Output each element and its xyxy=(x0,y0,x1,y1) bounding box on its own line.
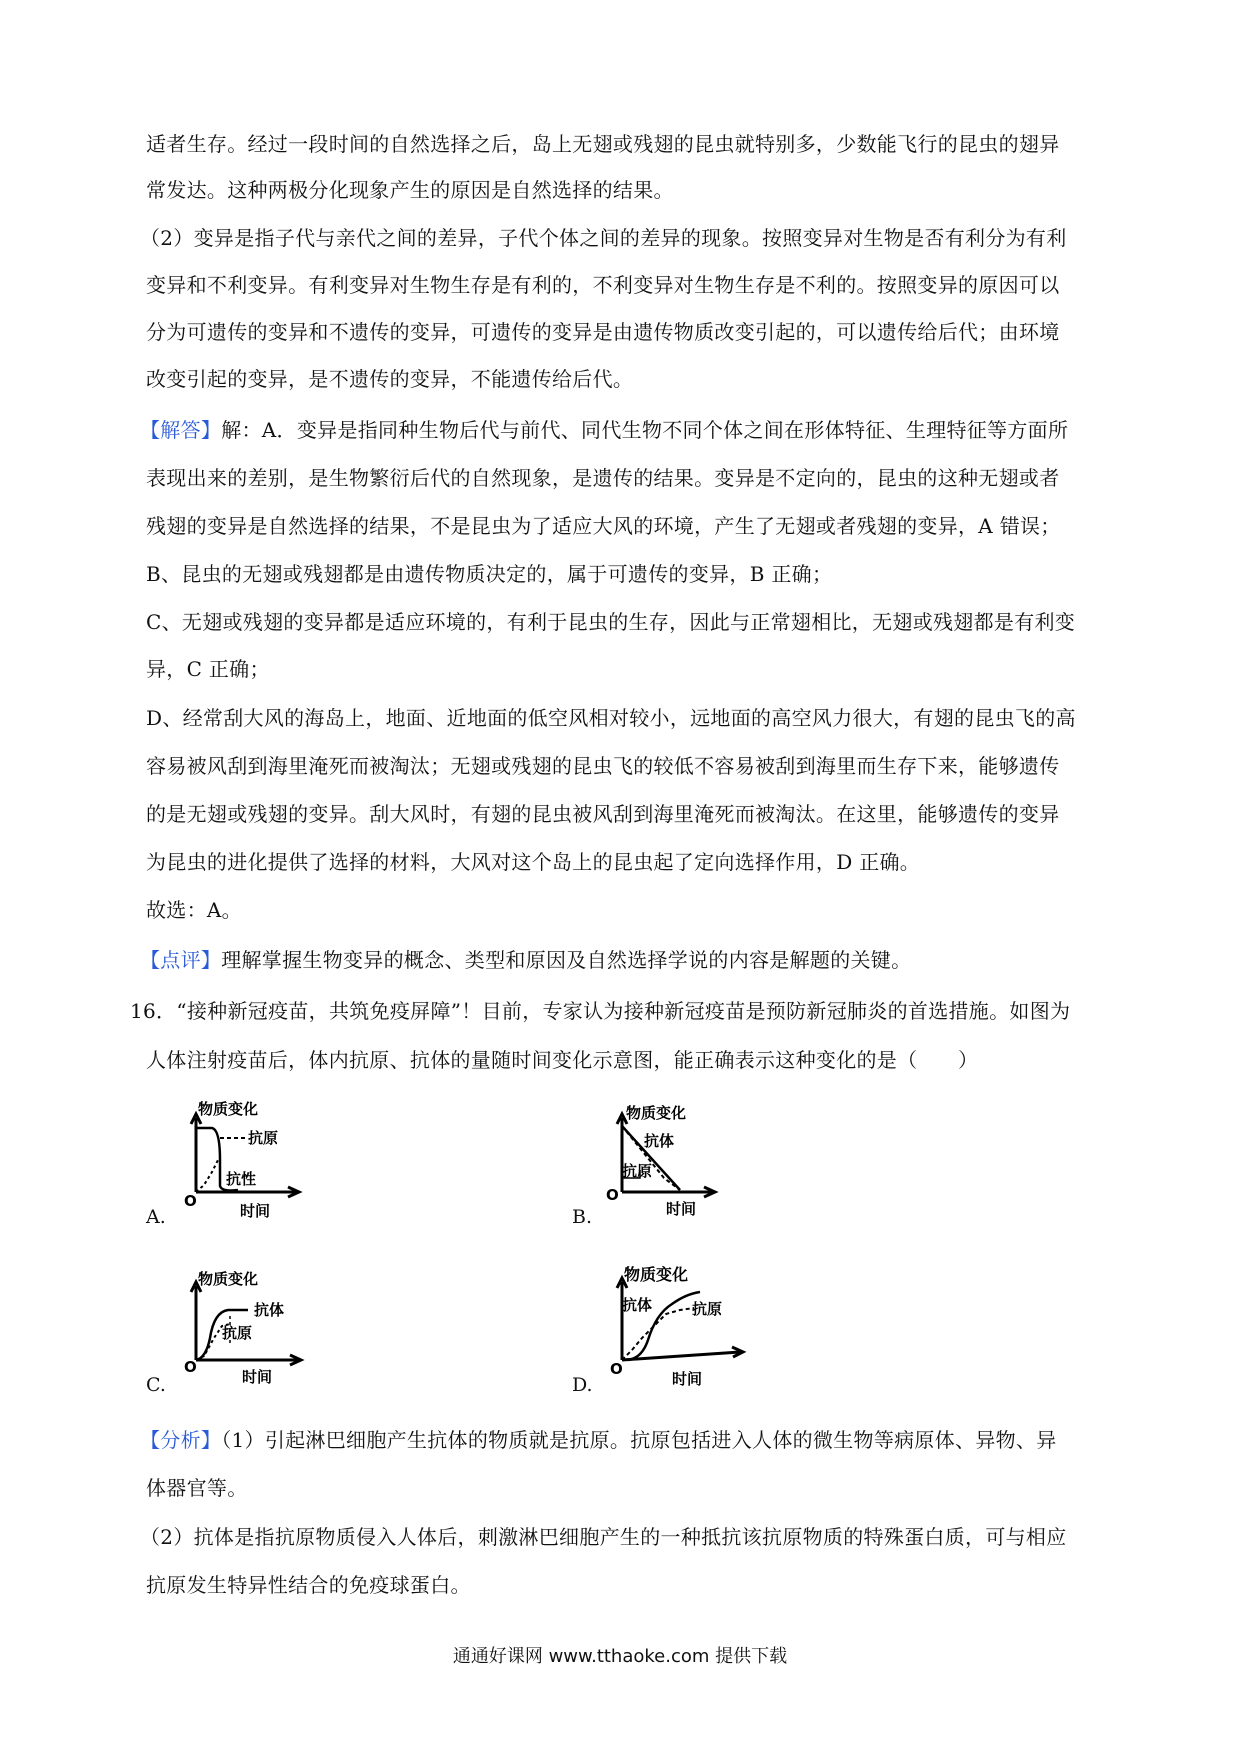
origin-label: O xyxy=(184,1358,197,1376)
paragraph-line: 变异和不利变异。有利变异对生物生存是有利的，不利变异对生物生存是不利的。按照变异的原因可以 xyxy=(146,273,1060,297)
paragraph-line: 的是无翅或残翅的变异。刮大风时，有翅的昆虫被风刮到海里淹死而被淘汰。在这里，能够遗传的变异 xyxy=(146,802,1060,826)
answer-tag: 【解答】 xyxy=(140,418,222,442)
question-16-line: 16．“接种新冠疫苗，共筑免疫屏障”！目前，专家认为接种新冠疫苗是预防新冠肺炎的首选措施。如图为 xyxy=(130,999,1071,1023)
origin-label: O xyxy=(184,1192,197,1210)
question-16-line: 人体注射疫苗后，体内抗原、抗体的量随时间变化示意图，能正确表示这种变化的是（ ） xyxy=(146,1048,979,1072)
y-axis-label: 物质变化 xyxy=(198,1270,259,1288)
paragraph-line: 容易被风刮到海里淹死而被淘汰；无翅或残翅的昆虫飞的较低不容易被刮到海里而生存下来，能够遗传 xyxy=(146,754,1060,778)
antibody-label: 抗体 xyxy=(644,1132,675,1150)
review-tag: 【点评】 xyxy=(140,948,222,972)
origin-label: O xyxy=(610,1360,623,1378)
review-text: 理解掌握生物变异的概念、类型和原因及自然选择学说的内容是解题的关键。 xyxy=(221,948,912,972)
paragraph-line: 适者生存。经过一段时间的自然选择之后，岛上无翅或残翅的昆虫就特别多，少数能飞行的昆虫的翅异 xyxy=(146,132,1060,156)
y-axis-label: 物质变化 xyxy=(626,1104,687,1122)
option-c-label: C. xyxy=(146,1374,166,1396)
paragraph-line: （2）抗体是指抗原物质侵入人体后，刺激淋巴细胞产生的一种抵抗该抗原物质的特殊蛋白质，可与相应 xyxy=(140,1525,1067,1549)
option-b-label: B. xyxy=(572,1206,593,1228)
y-axis-label: 物质变化 xyxy=(624,1265,689,1284)
paragraph-line: C、无翅或残翅的变异都是适应环境的，有利于昆虫的生存，因此与正常翅相比，无翅或残翅都是有利变 xyxy=(146,610,1076,634)
x-axis-label: 时间 xyxy=(242,1368,273,1386)
paragraph-line: 故选：A。 xyxy=(146,898,242,922)
footer-text: 通通好课网 www.tthaoke.com 提供下载 xyxy=(452,1646,788,1667)
analysis-line xyxy=(140,1428,1057,1452)
option-d-graph xyxy=(602,1262,762,1392)
paragraph-line: 表现出来的差别，是生物繁衍后代的自然现象，是遗传的结果。变异是不定向的，昆虫的这种无翅或者 xyxy=(146,466,1060,490)
antibody-label: 抗体 xyxy=(254,1301,285,1319)
analysis-tag: 【分析】 xyxy=(140,1428,222,1452)
option-a-label: A. xyxy=(146,1206,166,1228)
answer-text: 解：A．变异是指同种生物后代与前代、同代生物不同个体之间在形体特征、生理特征等方面所 xyxy=(221,418,1069,442)
option-a-graph xyxy=(178,1100,318,1225)
paragraph-line: 抗原发生特异性结合的免疫球蛋白。 xyxy=(146,1573,471,1597)
antibody-label: 抗性 xyxy=(226,1170,257,1188)
antigen-label: 抗原 xyxy=(622,1162,653,1180)
paragraph-line: 残翅的变异是自然选择的结果，不是昆虫为了适应大风的环境，产生了无翅或者残翅的变异，A 错误； xyxy=(146,514,1061,538)
antigen-label: 抗原 xyxy=(248,1129,279,1147)
paragraph-line: （2）变异是指子代与亲代之间的差异，子代个体之间的差异的现象。按照变异对生物是否有利分为有利 xyxy=(140,226,1067,250)
paragraph-line: 常发达。这种两极分化现象产生的原因是自然选择的结果。 xyxy=(146,178,674,202)
origin-label: O xyxy=(606,1186,619,1204)
y-axis-label: 物质变化 xyxy=(198,1100,259,1118)
antibody-label: 抗体 xyxy=(622,1296,653,1314)
option-d-label: D. xyxy=(572,1374,593,1396)
option-c-graph xyxy=(178,1268,318,1393)
antigen-label: 抗原 xyxy=(692,1300,723,1318)
x-axis-label: 时间 xyxy=(240,1202,271,1220)
paragraph-line: 为昆虫的进化提供了选择的材料，大风对这个岛上的昆虫起了定向选择作用，D 正确。 xyxy=(146,850,921,874)
review-line xyxy=(140,948,911,972)
option-b-graph xyxy=(602,1100,742,1225)
paragraph-line: 分为可遗传的变异和不遗传的变异，可遗传的变异是由遗传物质改变引起的，可以遗传给后代；由环境 xyxy=(146,320,1060,344)
answer-line xyxy=(140,418,1068,442)
paragraph-line: 改变引起的变异，是不遗传的变异，不能遗传给后代。 xyxy=(146,367,634,391)
paragraph-line: B、昆虫的无翅或残翅都是由遗传物质决定的，属于可遗传的变异，B 正确； xyxy=(146,562,833,586)
paragraph-line: 体器官等。 xyxy=(146,1476,248,1500)
paragraph-line: D、经常刮大风的海岛上，地面、近地面的低空风相对较小，远地面的高空风力很大，有翅的昆虫飞的高 xyxy=(146,706,1076,730)
analysis-text: （1）引起淋巴细胞产生抗体的物质就是抗原。抗原包括进入人体的微生物等病原体、异物、异 xyxy=(221,1428,1057,1452)
x-axis-label: 时间 xyxy=(672,1370,703,1388)
antigen-label: 抗原 xyxy=(222,1324,253,1342)
paragraph-line: 异，C 正确； xyxy=(146,657,270,681)
x-axis-label: 时间 xyxy=(666,1200,697,1218)
